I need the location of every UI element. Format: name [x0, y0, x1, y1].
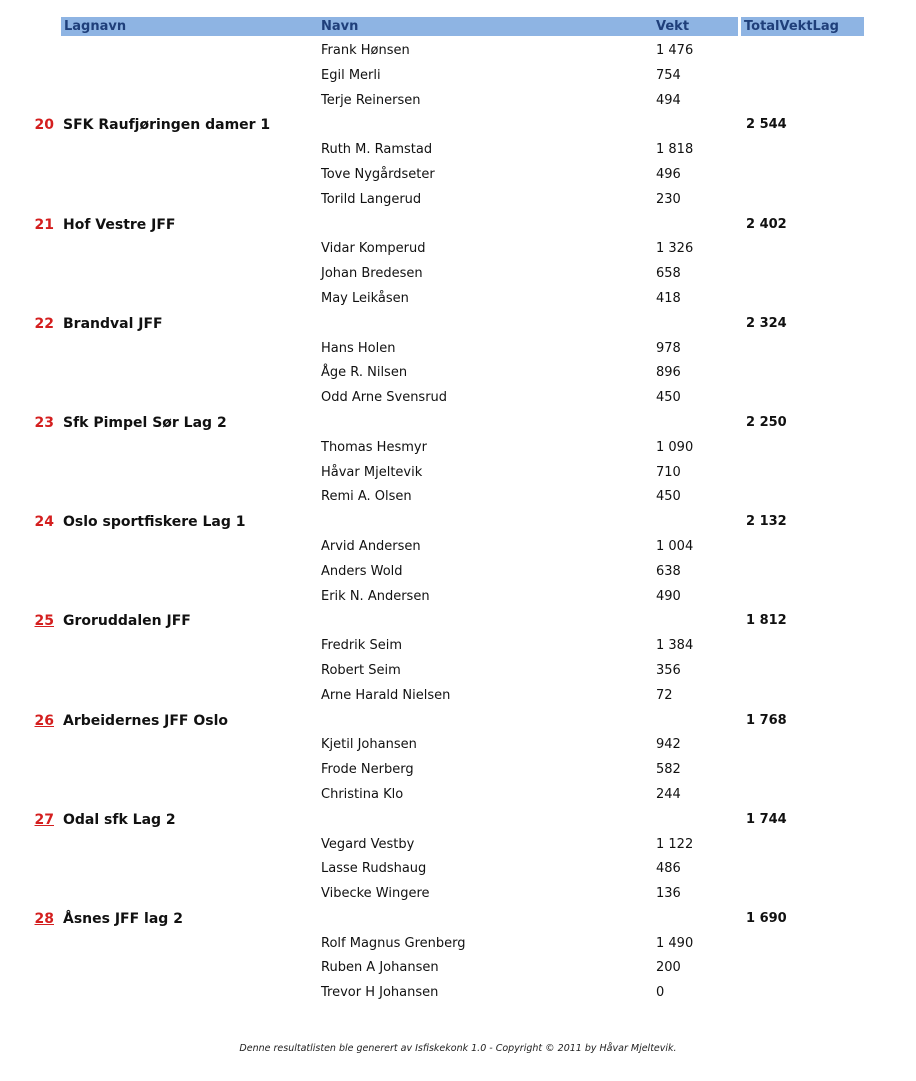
member-weight: 200	[656, 960, 681, 976]
team-rank: 21	[34, 216, 54, 233]
header-lagnavn: Lagnavn	[61, 17, 318, 36]
member-name: Åge R. Nilsen	[321, 365, 408, 381]
member-name: Ruth M. Ramstad	[321, 142, 433, 158]
team-row	[0, 609, 916, 634]
header-total: TotalVektLag	[741, 17, 864, 36]
member-row	[0, 560, 916, 585]
member-weight: 754	[656, 67, 681, 83]
member-weight: 658	[656, 266, 681, 282]
member-name: Egil Merli	[321, 67, 381, 83]
member-weight: 896	[656, 365, 681, 381]
member-row	[0, 89, 916, 114]
team-row	[0, 808, 916, 833]
member-row	[0, 386, 916, 411]
member-row	[0, 585, 916, 610]
team-total-weight: 2 250	[746, 414, 787, 430]
member-row	[0, 783, 916, 808]
member-weight: 1 490	[656, 935, 694, 951]
team-rank: 20	[34, 117, 54, 134]
team-name: SFK Raufjøringen damer 1	[63, 117, 271, 134]
team-name: Hof Vestre JFF	[63, 216, 176, 233]
table-header	[61, 17, 864, 36]
team-rank[interactable]: 26	[34, 712, 54, 729]
team-name: Arbeidernes JFF Oslo	[63, 712, 229, 729]
member-row	[0, 188, 916, 213]
member-name: Remi A. Olsen	[321, 489, 412, 505]
member-row	[0, 163, 916, 188]
member-row	[0, 634, 916, 659]
member-weight: 136	[656, 886, 681, 902]
member-name: Johan Bredesen	[321, 266, 423, 282]
member-weight: 978	[656, 340, 681, 356]
member-row	[0, 485, 916, 510]
member-name: Robert Seim	[321, 662, 401, 678]
member-weight: 1 476	[656, 43, 694, 58]
team-name: Groruddalen JFF	[63, 613, 191, 630]
footer-note: Denne resultatlisten ble generert av Isfiskekonk 1.0 - Copyright © 2011 by Håvar Mjeltevik.	[239, 1043, 677, 1054]
member-weight: 1 818	[656, 142, 694, 158]
member-weight: 1 004	[656, 538, 694, 554]
member-name: Thomas Hesmyr	[321, 439, 427, 455]
member-row	[0, 833, 916, 858]
team-rank[interactable]: 27	[34, 811, 54, 828]
member-row	[0, 237, 916, 262]
member-weight: 230	[656, 191, 681, 207]
member-row	[0, 337, 916, 362]
member-row	[0, 684, 916, 709]
member-name: Christina Klo	[321, 786, 404, 802]
member-row	[0, 758, 916, 783]
team-total-weight: 2 544	[746, 117, 787, 133]
member-weight: 1 122	[656, 836, 694, 852]
results-table	[0, 39, 916, 1006]
team-total-weight: 2 402	[746, 216, 787, 232]
team-row	[0, 312, 916, 337]
member-row	[0, 882, 916, 907]
member-weight: 710	[656, 464, 681, 480]
member-weight: 1 090	[656, 439, 694, 455]
member-name: Trevor H Johansen	[321, 985, 439, 1001]
team-total-weight: 1 768	[746, 712, 787, 728]
member-name: Rolf Magnus Grenberg	[321, 935, 466, 951]
member-weight: 942	[656, 737, 681, 753]
team-total-weight: 1 690	[746, 910, 787, 926]
team-row	[0, 113, 916, 138]
member-name: Lasse Rudshaug	[321, 861, 427, 877]
member-name: Odd Arne Svensrud	[321, 390, 448, 406]
team-row	[0, 411, 916, 436]
team-name: Brandval JFF	[63, 315, 163, 332]
team-name: Åsnes JFF lag 2	[63, 910, 183, 927]
member-row	[0, 138, 916, 163]
team-name: Odal sfk Lag 2	[63, 811, 176, 828]
team-total-weight: 2 324	[746, 315, 787, 331]
member-name: Terje Reinersen	[321, 92, 421, 108]
member-name: Tove Nygårdseter	[321, 166, 435, 182]
member-weight: 72	[656, 687, 673, 703]
member-row	[0, 535, 916, 560]
member-weight: 494	[656, 92, 681, 108]
member-row	[0, 461, 916, 486]
team-rank: 22	[34, 315, 54, 332]
member-name: Erik N. Andersen	[321, 588, 430, 604]
member-weight: 450	[656, 489, 681, 505]
member-row	[0, 436, 916, 461]
member-name: Torild Langerud	[321, 191, 422, 207]
member-row	[0, 981, 916, 1006]
member-row	[0, 857, 916, 882]
header-navn: Navn	[318, 17, 653, 36]
team-row	[0, 510, 916, 535]
member-name: Arne Harald Nielsen	[321, 687, 451, 703]
member-name: Ruben A Johansen	[321, 960, 439, 976]
team-name: Oslo sportfiskere Lag 1	[63, 514, 246, 531]
team-rank: 24	[34, 514, 54, 531]
member-weight: 244	[656, 786, 681, 802]
member-weight: 486	[656, 861, 681, 877]
member-row	[0, 956, 916, 981]
member-row	[0, 287, 916, 312]
team-row	[0, 907, 916, 932]
member-name: Frode Nerberg	[321, 762, 414, 778]
member-name: May Leikåsen	[321, 290, 409, 306]
member-name: Vidar Komperud	[321, 241, 426, 257]
member-weight: 1 384	[656, 638, 694, 654]
team-name: Sfk Pimpel Sør Lag 2	[63, 414, 227, 431]
team-row	[0, 709, 916, 734]
member-name: Hans Holen	[321, 340, 396, 356]
member-weight: 418	[656, 290, 681, 306]
member-weight: 496	[656, 166, 681, 182]
member-row	[0, 932, 916, 957]
member-row	[0, 64, 916, 89]
member-name: Kjetil Johansen	[321, 737, 417, 753]
member-name: Håvar Mjeltevik	[321, 464, 423, 480]
member-name: Frank Hønsen	[321, 43, 410, 58]
member-weight: 0	[656, 985, 665, 1001]
team-rank[interactable]: 28	[34, 910, 54, 927]
member-row	[0, 262, 916, 287]
member-row	[0, 361, 916, 386]
team-total-weight: 2 132	[746, 514, 787, 530]
member-name: Anders Wold	[321, 563, 403, 579]
header-vekt: Vekt	[653, 17, 738, 36]
member-weight: 582	[656, 762, 681, 778]
member-weight: 638	[656, 563, 681, 579]
member-weight: 450	[656, 390, 681, 406]
member-row	[0, 733, 916, 758]
team-rank: 23	[34, 414, 54, 431]
member-name: Vegard Vestby	[321, 836, 415, 852]
team-row	[0, 213, 916, 238]
member-row	[0, 659, 916, 684]
member-weight: 1 326	[656, 241, 694, 257]
member-name: Vibecke Wingere	[321, 886, 430, 902]
team-rank[interactable]: 25	[34, 613, 54, 630]
member-weight: 356	[656, 662, 681, 678]
team-total-weight: 1 812	[746, 613, 787, 629]
team-total-weight: 1 744	[746, 811, 787, 827]
member-name: Fredrik Seim	[321, 638, 402, 654]
member-row	[0, 39, 916, 64]
member-name: Arvid Andersen	[321, 538, 421, 554]
member-weight: 490	[656, 588, 681, 604]
